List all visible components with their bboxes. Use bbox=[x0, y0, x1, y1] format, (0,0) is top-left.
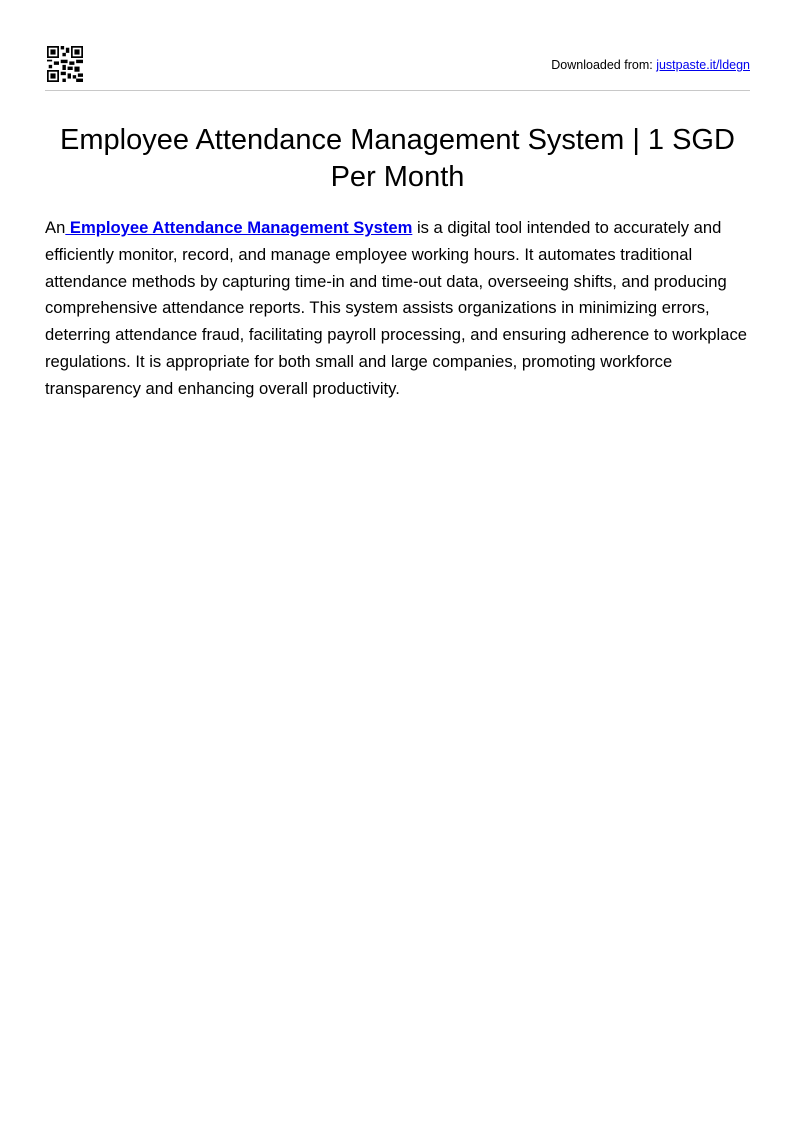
page-title: Employee Attendance Management System | 1 SGD Per Month bbox=[60, 124, 735, 193]
page-header bbox=[45, 46, 750, 91]
qr-code-icon bbox=[47, 46, 83, 82]
source-link[interactable]: justpaste.it/ldegn bbox=[656, 58, 750, 72]
product-link[interactable]: Employee Attendance Management System bbox=[65, 218, 413, 237]
download-source bbox=[551, 58, 750, 72]
intro-paragraph bbox=[45, 215, 755, 403]
intro-prefix: An bbox=[45, 218, 66, 237]
intro-text: is a digital tool intended to accurately and efficiently monitor, record, and manage employee working hours. It automates traditional attendance methods by capturing time-in and time-out data, overseeing shifts, and producing comprehensive attendance reports. This system assists organizations in minimizing errors, deterring attendance fraud, facilitating payroll processing, and ensuring adherence to workplace regulations. It is appropriate for both small and large companies, promoting workforce transparency and enhancing overall productivity. bbox=[45, 218, 747, 398]
downloaded-label: Downloaded from: bbox=[551, 58, 657, 72]
